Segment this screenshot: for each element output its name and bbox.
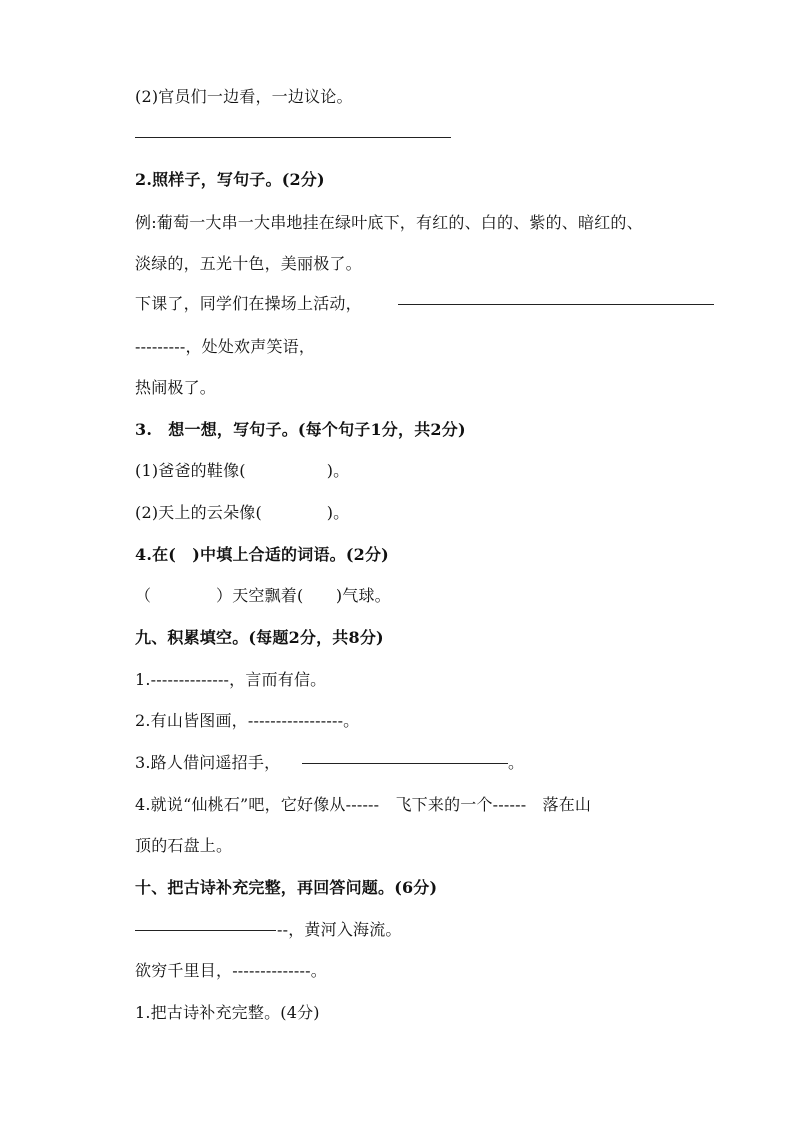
part-9-item-3: 3.路人借问遥招手， [135, 753, 281, 772]
section-4-title: 4.在( )中填上合适的词语。(2分) [135, 545, 389, 564]
example-line-1: 例:葡萄一大串一大串地挂在绿叶底下，有红的、白的、紫的、暗红的、 [135, 213, 643, 232]
section-3-item-1: (1)爸爸的鞋像( )。 [135, 461, 350, 480]
part-9-item-1: 1.--------------，言而有信。 [135, 670, 327, 689]
answer-line [398, 304, 714, 305]
part-10-title: 十、把古诗补充完整，再回答问题。(6分) [135, 878, 438, 897]
task-line-3: 热闹极了。 [135, 378, 217, 397]
part-9-title: 九、积累填空。(每题2分，共8分) [135, 628, 384, 647]
question-1-2: (2)官员们一边看，一边议论。 [135, 87, 353, 106]
example-line-2: 淡绿的，五光十色，美丽极了。 [135, 254, 362, 273]
section-2-title: 2.照样子，写句子。(2分) [135, 170, 325, 189]
task-line-2: ---------，处处欢声笑语， [135, 337, 316, 356]
section-3-title: 3. 想一想，写句子。(每个句子1分，共2分) [135, 420, 466, 439]
part-9-item-3-end: 。 [508, 753, 525, 772]
part-10-item-1: 1.把古诗补充完整。(4分) [135, 1003, 320, 1022]
answer-line [302, 763, 508, 764]
answer-line [135, 930, 276, 931]
section-3-item-2: (2)天上的云朵像( )。 [135, 503, 350, 522]
answer-line [135, 137, 451, 138]
poem-line-1: --，黄河入海流。 [277, 920, 402, 939]
part-9-item-2: 2.有山皆图画，-----------------。 [135, 711, 360, 730]
part-9-item-4-cont: 顶的石盘上。 [135, 836, 233, 855]
task-line-1: 下课了，同学们在操场上活动， [135, 294, 362, 313]
poem-line-2: 欲穷千里目，--------------。 [135, 961, 327, 980]
section-4-item: （ ）天空飘着( )气球。 [135, 586, 391, 605]
part-9-item-4: 4.就说“仙桃石”吧，它好像从------ 飞下来的一个------ 落在山 [135, 795, 592, 814]
